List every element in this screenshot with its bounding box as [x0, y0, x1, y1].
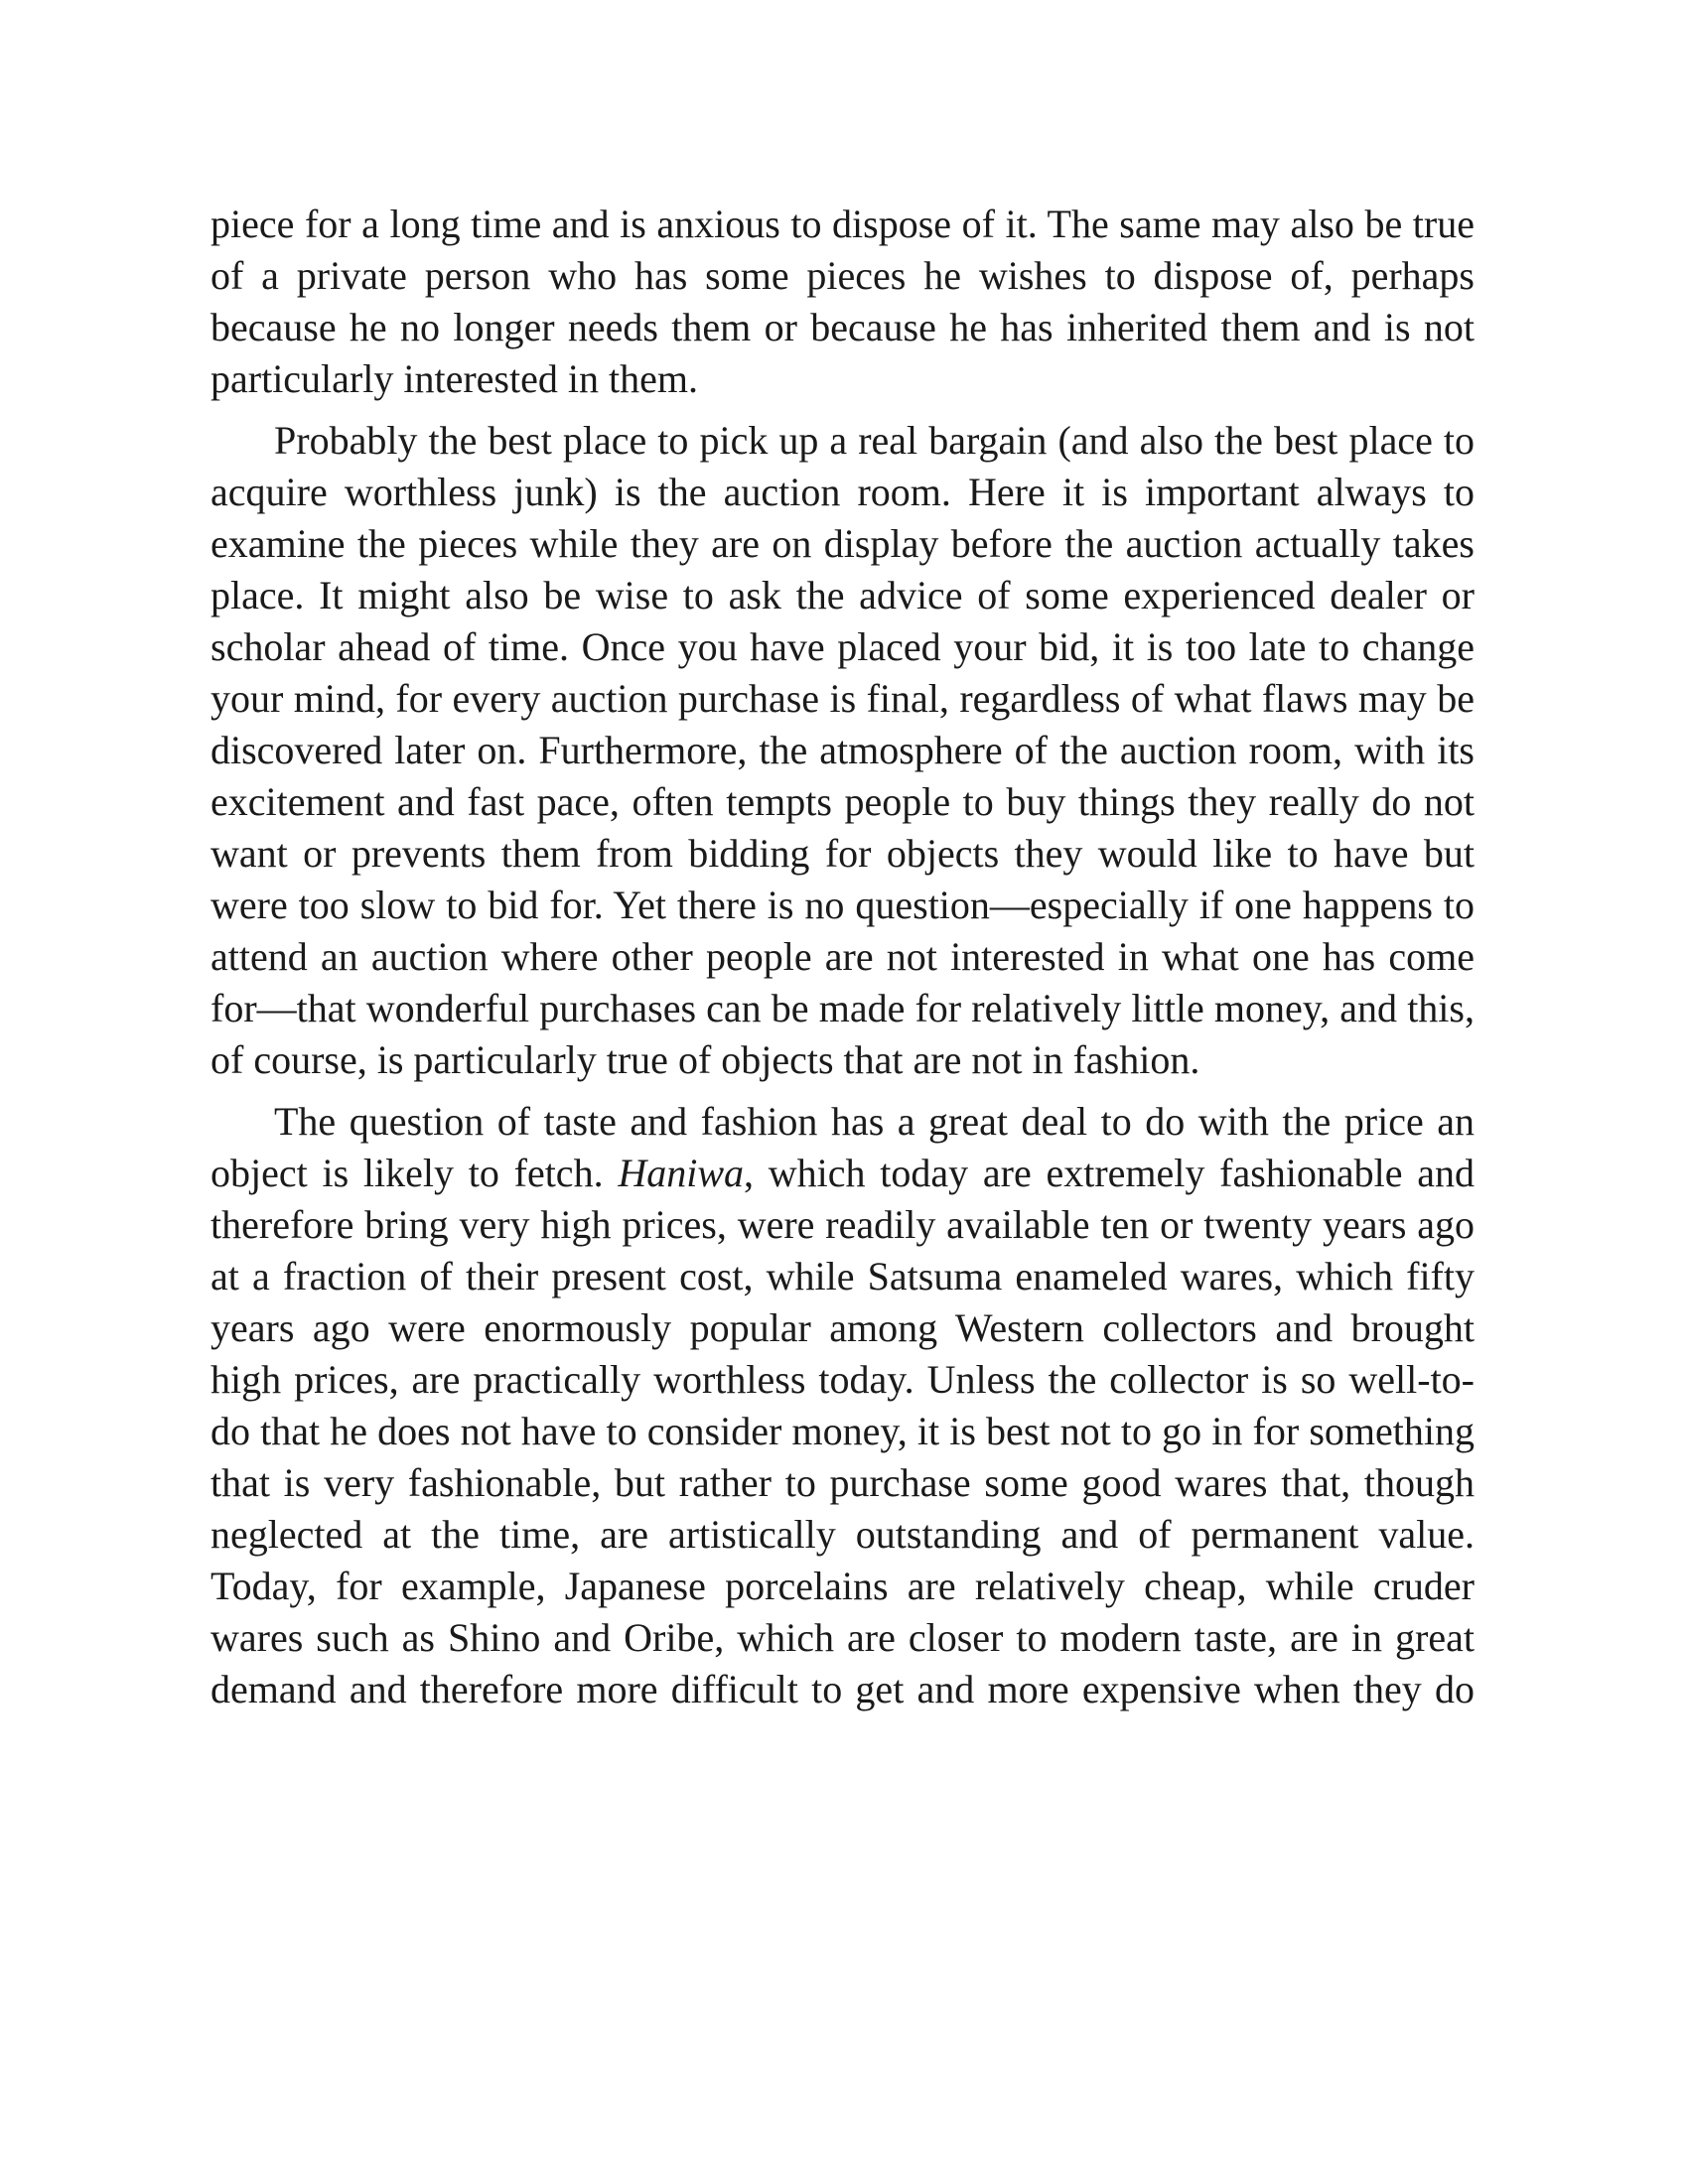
page-body	[211, 199, 1475, 1725]
paragraph-3	[211, 1096, 1475, 1715]
paragraph-2: Probably the best place to pick up a real bargain (and also the best place to acquire worthless junk) is the auction room. Here it is important always to examine the pieces while they are on display before the auction actually takes place. It might also be wise to ask the advice of some experienced dealer or scholar ahead of time. Once you have placed your bid, it is too late to change your mind, for every auction purchase is final, regardless of what flaws may be discovered later on. Furthermore, the atmosphere of the auction room, with its excitement and fast pace, often tempts people to buy things they really do not want or prevents them from bidding for objects they would like to have but were too slow to bid for. Yet there is no question—especially if one happens to attend an auction where other people are not interested in what one has come for—that wonderful purchases can be made for relatively little money, and this, of course, is particularly true of objects that are not in fashion.	[211, 418, 1475, 1082]
paragraph-3-text-rest: , which today are extremely fashionable and therefore bring very high prices, were readily available ten or twenty years ago at a fraction of their present cost, while Satsuma enameled wares, which fifty years ago were enormously popular among Western collectors and brought high prices, are practically worthless today. Unless the collector is so well-to-do that he does not have to consider money, it is best not to go in for something that is very fashionable, but rather to purchase some good wares that, though neglected at the time, are artistically outstanding and of permanent value. Today, for example, Japanese porcelains are relatively cheap, while cruder wares such as Shino and Oribe, which are closer to modern taste, are in great demand and therefore more difficult to get and more expensive when they do	[211, 1151, 1475, 1711]
paragraph-3-text-start: The question of taste and fashion has a great deal to do with the price an object is likely to fetch.	[211, 1099, 1475, 1195]
italic-term-haniwa: Haniwa	[618, 1151, 744, 1195]
paragraph-1: piece for a long time and is anxious to dispose of it. The same may also be true of a private person who has some pieces he wishes to dispose of, perhaps because he no longer needs them or because he has inherited them and is not particularly interested in them.	[211, 202, 1475, 401]
